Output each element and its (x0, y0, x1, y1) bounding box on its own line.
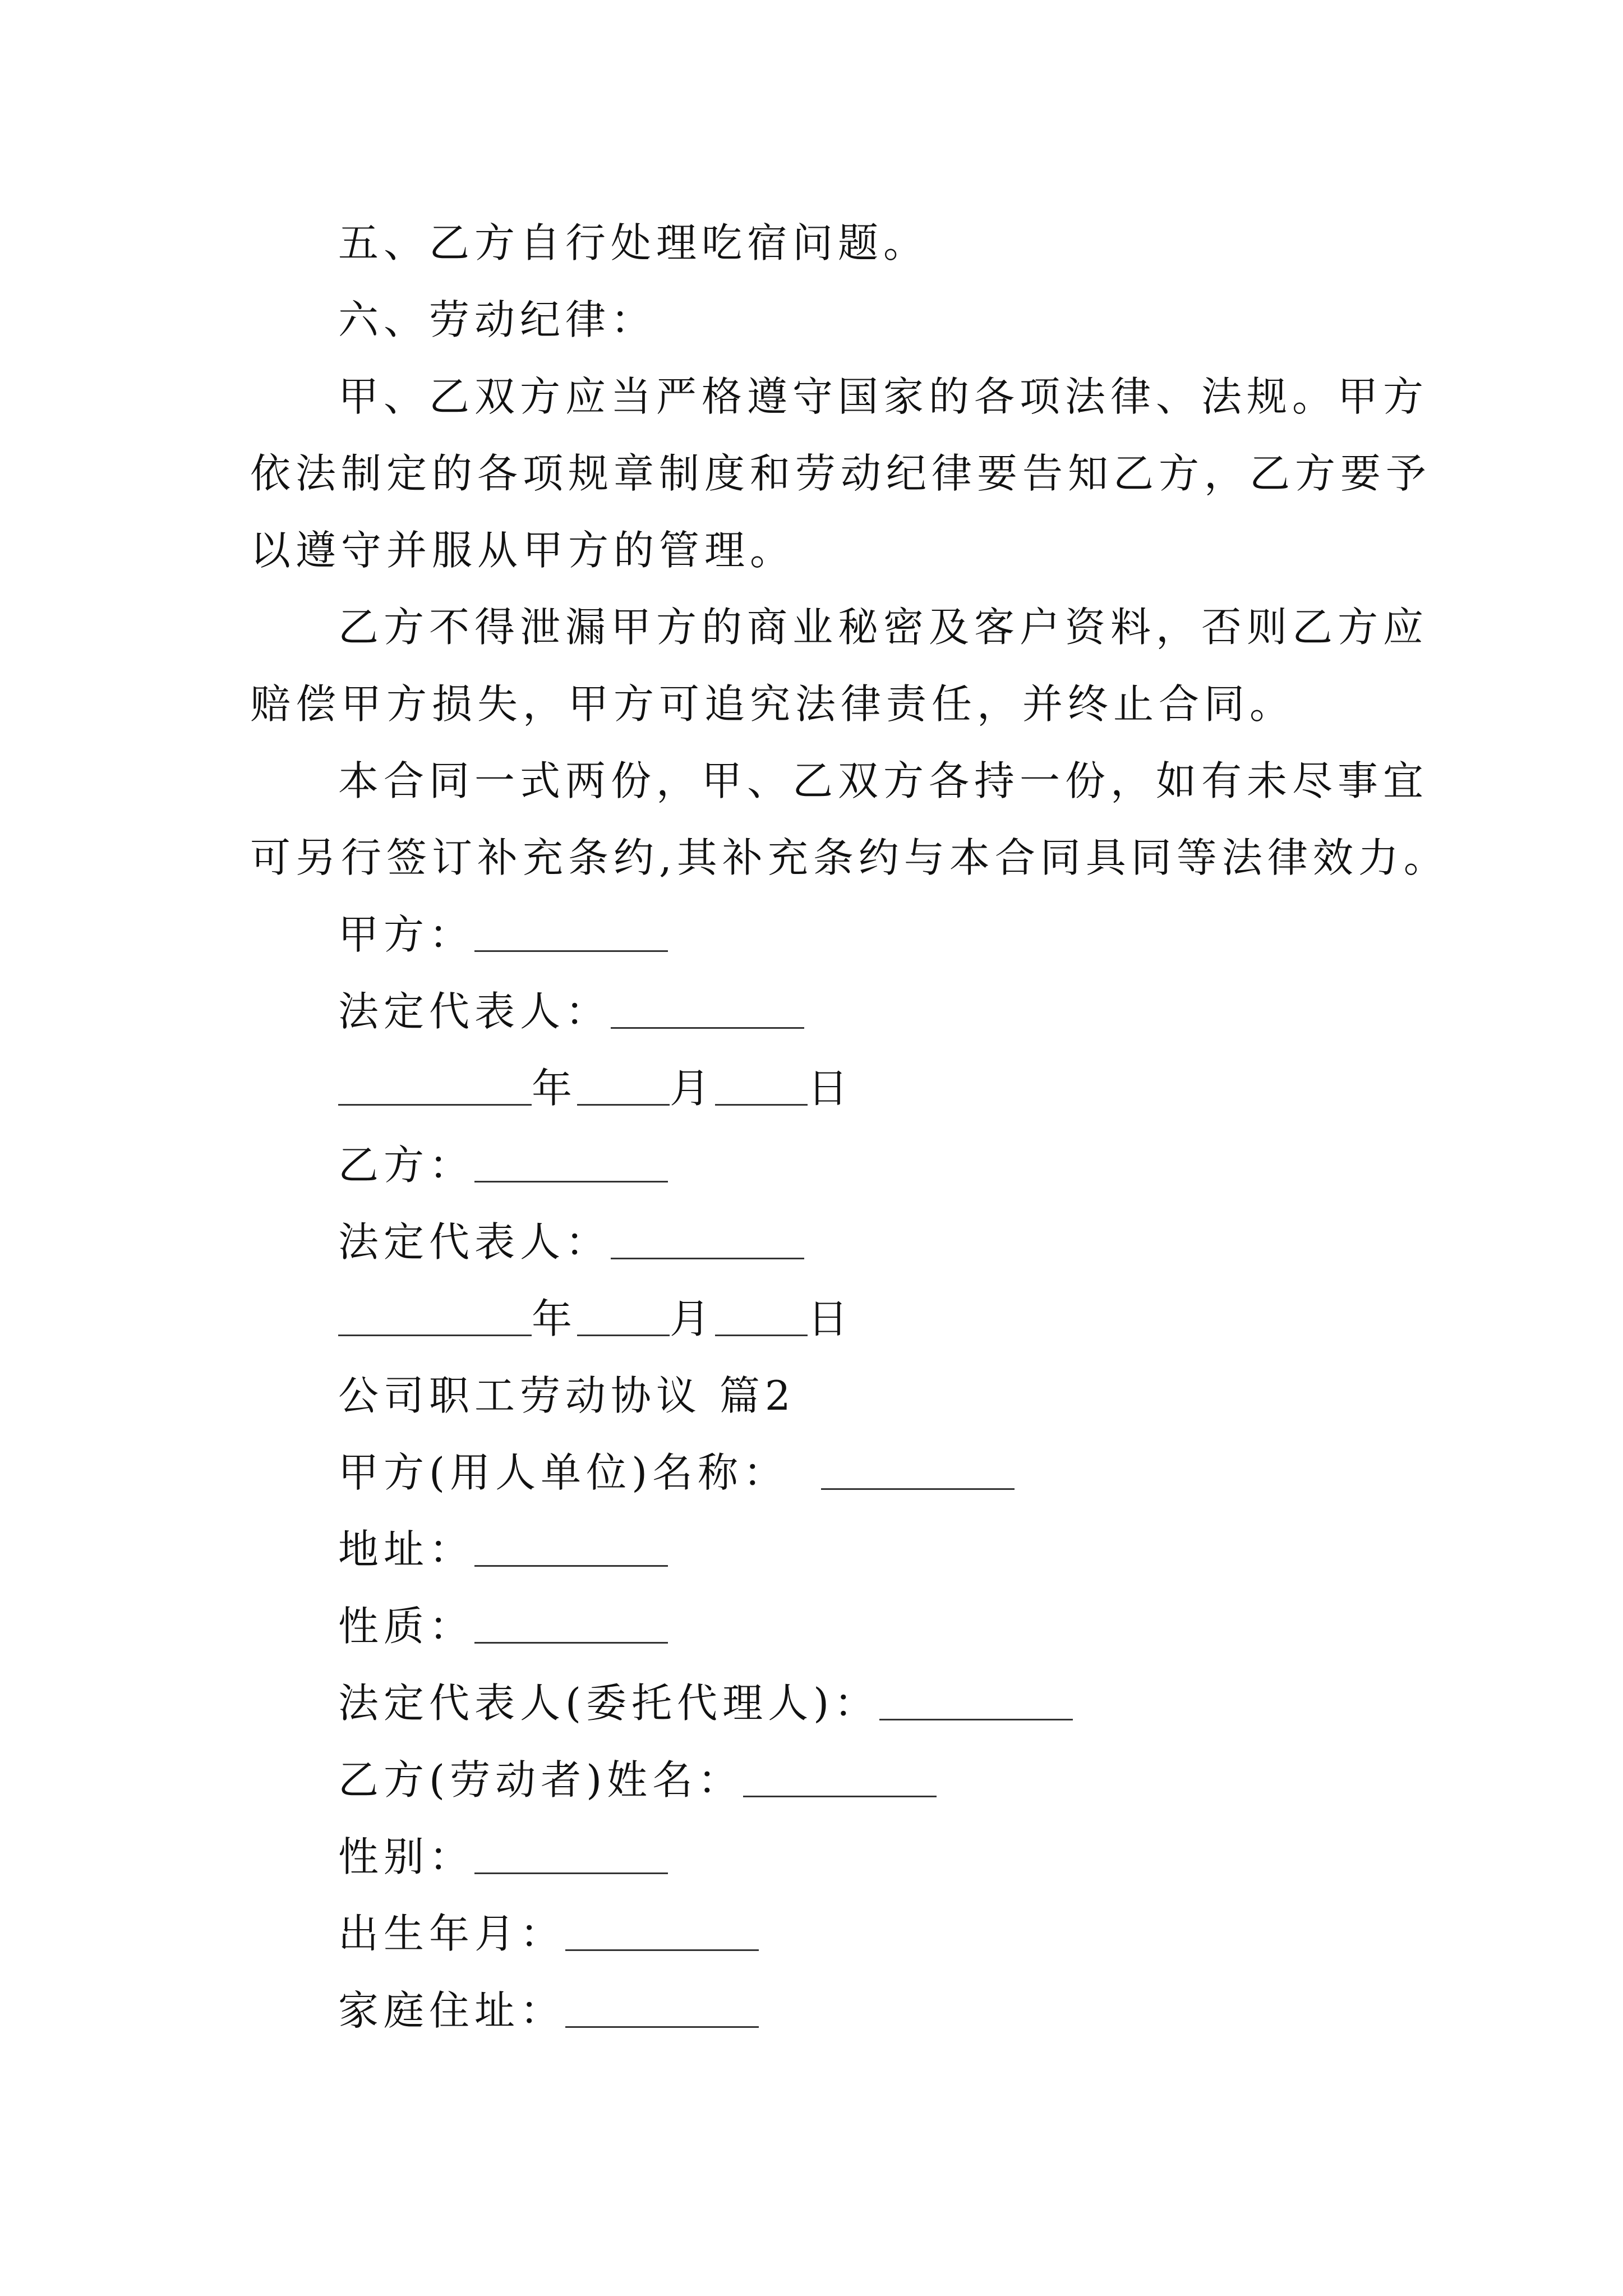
month-field[interactable] (577, 1295, 670, 1336)
legal-rep-label: 法定代表人(委托代理人)： (338, 1680, 880, 1727)
legal-rep-b-label: 法定代表人： (338, 1218, 611, 1266)
party-a-label: 甲方： (338, 911, 475, 958)
year-label: 年 (532, 1295, 578, 1342)
home-address-row (338, 1984, 759, 2037)
clause-5: 五、乙方自行处理吃宿问题。 (338, 219, 929, 266)
day-label: 日 (808, 1295, 854, 1342)
gender-field[interactable] (474, 1833, 668, 1874)
address-label: 地址： (338, 1526, 475, 1573)
employer-name-field[interactable] (821, 1449, 1015, 1490)
year-label: 年 (532, 1065, 578, 1112)
date-b-row (338, 1292, 853, 1346)
year-field[interactable] (338, 1065, 532, 1106)
birth-row (338, 1907, 759, 1961)
legal-rep-b-field[interactable] (611, 1218, 804, 1259)
employee-name-field[interactable] (743, 1756, 937, 1797)
employer-name-row (338, 1446, 1015, 1499)
month-label: 月 (670, 1065, 716, 1112)
day-field[interactable] (715, 1065, 808, 1106)
employee-name-row (338, 1753, 937, 1807)
employer-name-label: 甲方(用人单位)名称： (338, 1449, 789, 1496)
paragraph-line: 以遵守并服从甲方的管理。 (250, 527, 796, 574)
birth-field[interactable] (565, 1910, 759, 1951)
gender-row (338, 1830, 668, 1884)
party-a-field[interactable] (474, 911, 668, 952)
clause-6-heading: 六、劳动纪律： (338, 296, 657, 343)
nature-row (338, 1599, 668, 1653)
address-row (338, 1522, 668, 1576)
day-field[interactable] (715, 1295, 808, 1336)
month-label: 月 (670, 1295, 716, 1342)
home-address-label: 家庭住址： (338, 1987, 566, 2034)
section-2-heading: 公司职工劳动协议 篇2 (338, 1372, 796, 1419)
legal-rep-b-row (338, 1215, 804, 1269)
legal-rep-row (338, 1676, 1073, 1730)
year-field[interactable] (338, 1295, 532, 1336)
paragraph-line: 乙方不得泄漏甲方的商业秘密及客户资料，否则乙方应 (338, 604, 1429, 651)
legal-rep-a-label: 法定代表人： (338, 988, 611, 1035)
party-b-field[interactable] (474, 1142, 668, 1182)
nature-label: 性质： (338, 1603, 475, 1650)
party-a-row (338, 908, 668, 961)
month-field[interactable] (577, 1065, 670, 1106)
birth-label: 出生年月： (338, 1910, 566, 1957)
legal-rep-a-field[interactable] (611, 988, 804, 1029)
date-a-row (338, 1061, 853, 1115)
home-address-field[interactable] (565, 1987, 759, 2028)
paragraph-line: 甲、乙双方应当严格遵守国家的各项法律、法规。甲方 (338, 373, 1429, 420)
paragraph-line: 可另行签订补充条约,其补充条约与本合同具同等法律效力。 (250, 834, 1449, 881)
address-field[interactable] (474, 1526, 668, 1567)
legal-rep-field[interactable] (879, 1680, 1073, 1720)
gender-label: 性别： (338, 1833, 475, 1880)
paragraph-line: 赔偿甲方损失，甲方可追究法律责任，并终止合同。 (250, 680, 1295, 728)
party-b-label: 乙方： (338, 1142, 475, 1189)
legal-rep-a-row (338, 984, 804, 1038)
paragraph-line: 本合同一式两份，甲、乙双方各持一份，如有未尽事宜 (338, 757, 1429, 804)
nature-field[interactable] (474, 1603, 668, 1644)
party-b-row (338, 1138, 668, 1192)
paragraph-line: 依法制定的各项规章制度和劳动纪律要告知乙方，乙方要予 (250, 450, 1432, 497)
employee-name-label: 乙方(劳动者)姓名： (338, 1756, 744, 1803)
day-label: 日 (808, 1065, 854, 1112)
